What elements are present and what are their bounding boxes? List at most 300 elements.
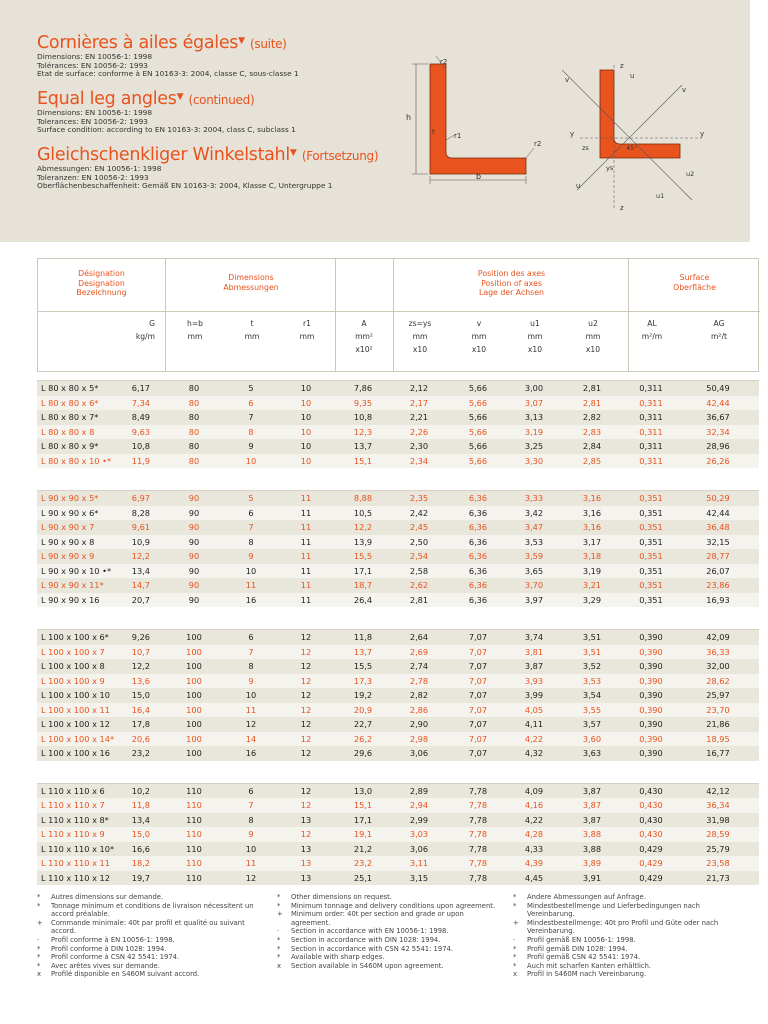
footnote-marker: · (513, 935, 516, 944)
group-surface (629, 273, 760, 292)
cell-designation: L 100 x 100 x 7 (41, 646, 105, 657)
table-row (37, 784, 759, 799)
footnote (37, 936, 262, 945)
cell-designation: L 90 x 90 x 16 (41, 594, 100, 605)
cell-value: 22,7 (353, 719, 373, 729)
cell-value: 9,61 (131, 522, 150, 532)
cell-value: 13,9 (353, 536, 373, 547)
cell-value: 7,07 (468, 690, 488, 700)
cell-value: 11 (300, 580, 312, 590)
footnote (37, 953, 262, 962)
triangle-icon: ▼ (176, 92, 184, 102)
cell-value: 12 (300, 646, 312, 657)
footnote-text: Profil conforme à CSN 42 5541: 1974. (51, 953, 180, 962)
cell-value: 100 (186, 719, 202, 729)
cell-value: 2,84 (582, 441, 602, 451)
table-row (37, 674, 759, 689)
cell-value: 5,66 (468, 455, 488, 466)
cell-value: 0,430 (639, 785, 663, 796)
col-header-3 (277, 317, 337, 343)
cell-value: 2,35 (409, 493, 429, 503)
cell-value: 3,11 (409, 858, 429, 868)
cell-value: 3,17 (582, 536, 602, 547)
cell-value: 2,62 (409, 580, 429, 590)
footnote (37, 970, 262, 979)
cell-value: 3,30 (524, 455, 544, 466)
header-panel (0, 0, 750, 242)
col-exp: x10 (471, 345, 487, 354)
cell-value: 13,4 (131, 814, 150, 825)
angle-section-diagram (398, 52, 568, 187)
cell-value: 12 (300, 785, 312, 796)
cell-value: 4,09 (524, 785, 544, 796)
cell-value: 7 (248, 800, 254, 810)
cell-value: 13,7 (353, 441, 373, 451)
meta-de (37, 165, 378, 191)
angle-table (37, 258, 759, 885)
cell-value: 3,19 (524, 426, 544, 437)
label-r2-top: r2 (440, 58, 448, 66)
block-gap (37, 468, 759, 490)
cell-value: 0,351 (639, 522, 663, 532)
col-sym: v (476, 319, 482, 328)
cell-value: 2,42 (409, 507, 429, 518)
axes-diagram (562, 60, 722, 220)
cell-value: 100 (186, 632, 202, 642)
cell-value: 7,78 (468, 785, 488, 796)
cell-value: 2,17 (409, 397, 429, 408)
footnote (513, 945, 738, 954)
cell-value: 3,99 (524, 690, 544, 700)
cell-designation: L 90 x 90 x 5* (41, 493, 99, 503)
label-ys: ys (606, 164, 614, 172)
table-row (37, 425, 759, 440)
cell-value: 12 (245, 719, 257, 729)
cell-value: 25,97 (706, 690, 730, 700)
cell-value: 11 (300, 493, 312, 503)
footnote-text: Andere Abmessungen auf Anfrage. (527, 893, 646, 901)
cell-value: 11,8 (353, 632, 373, 642)
label-u-top: u (630, 72, 635, 80)
cell-value: 3,51 (582, 646, 602, 657)
table-row (37, 827, 759, 842)
cell-value: 6 (248, 785, 254, 796)
cell-value: 0,351 (639, 565, 663, 576)
cell-value: 32,34 (706, 426, 730, 437)
cell-value: 15,1 (353, 800, 373, 810)
cell-value: 25,1 (353, 872, 373, 883)
cell-value: 6,36 (468, 493, 488, 503)
cell-value: 15,5 (353, 551, 373, 561)
cell-value: 23,86 (706, 580, 730, 590)
cell-designation: L 100 x 100 x 16 (41, 748, 110, 758)
label-v-top: v (565, 76, 570, 84)
cell-value: 2,54 (409, 551, 429, 561)
table-row (37, 439, 759, 454)
table-row (37, 659, 759, 674)
meta-line: Tolerances: EN 10056-2: 1993 (37, 116, 149, 126)
col-sym: u2 (588, 319, 598, 328)
block-gap (37, 761, 759, 783)
cell-value: 11,8 (131, 800, 150, 810)
footnote (513, 962, 738, 971)
footnote-text: Other dimensions on request. (291, 893, 392, 901)
title-fr (37, 33, 299, 79)
table-block (37, 629, 759, 761)
group-axes (394, 269, 629, 298)
col-unit: kg/m (135, 332, 155, 341)
cell-value: 3,07 (524, 397, 544, 408)
cell-value: 0,351 (639, 594, 663, 605)
cell-value: 10 (245, 690, 257, 700)
col-exp: x10 (527, 345, 543, 354)
cell-value: 10 (245, 455, 257, 466)
group-designation (38, 269, 165, 298)
cell-value: 0,390 (639, 646, 663, 657)
cell-value: 7,07 (468, 719, 488, 729)
cell-value: 3,87 (524, 661, 544, 671)
cell-value: 7,07 (468, 632, 488, 642)
footnote (277, 953, 502, 962)
group-label: Designation (78, 278, 125, 288)
cell-value: 3,33 (524, 493, 544, 503)
footnote-text: Profilé disponible en S460M suivant accord. (51, 970, 200, 979)
cell-value: 10 (300, 455, 312, 466)
cell-value: 90 (188, 551, 200, 561)
cell-designation: L 90 x 90 x 7 (41, 522, 95, 532)
cell-value: 80 (188, 426, 200, 437)
cell-value: 100 (186, 646, 202, 657)
footnote-marker: * (513, 901, 517, 910)
cell-value: 6,36 (468, 565, 488, 576)
angle-profile-shape (430, 64, 526, 174)
title-de-suffix: (Fortsetzung) (301, 149, 379, 163)
cell-value: 10 (300, 397, 312, 408)
label-u2: u2 (686, 170, 695, 178)
footnotes-en (277, 893, 502, 970)
meta-line: Dimensions: EN 10056-1: 1998 (37, 52, 153, 61)
triangle-icon: ▼ (289, 148, 297, 158)
label-v-right: v (682, 86, 687, 94)
footnote-marker: * (37, 893, 41, 901)
cell-value: 11 (245, 704, 257, 715)
cell-value: 2,21 (409, 412, 429, 422)
header-divider (38, 311, 165, 312)
cell-designation: L 90 x 90 x 8 (41, 536, 95, 547)
table-row (37, 396, 759, 411)
footnote (37, 893, 262, 902)
cell-value: 21,73 (706, 872, 730, 883)
cell-designation: L 90 x 90 x 9 (41, 551, 95, 561)
cell-value: 3,16 (582, 507, 602, 518)
cell-value: 13 (300, 843, 312, 854)
cell-value: 3,81 (524, 646, 544, 657)
cell-designation: L 90 x 90 x 10 •* (41, 565, 112, 576)
footnote-marker: x (37, 970, 42, 979)
col-unit: mm (585, 332, 601, 341)
cell-value: 13 (300, 872, 312, 883)
cell-value: 0,351 (639, 580, 663, 590)
cell-value: 90 (188, 493, 200, 503)
cell-value: 9,63 (131, 426, 150, 437)
cell-value: 12 (300, 704, 312, 715)
cell-value: 7,78 (468, 829, 488, 839)
cell-value: 0,390 (639, 661, 663, 671)
cell-value: 2,85 (582, 455, 602, 466)
cell-designation: L 100 x 100 x 12 (41, 719, 110, 729)
footnote (277, 936, 502, 945)
footnote-text: Profil gemäß EN 10056-1: 1998. (527, 935, 636, 944)
cell-value: 10,8 (131, 441, 150, 451)
cell-value: 80 (188, 412, 200, 422)
cell-value: 4,16 (524, 800, 544, 810)
footnote-text: Section available in S460M upon agreement. (291, 961, 444, 970)
cell-value: 3,53 (582, 675, 602, 686)
cell-value: 3,55 (582, 704, 602, 715)
col-unit: mm (299, 332, 315, 341)
cell-value: 110 (186, 800, 202, 810)
cell-value: 21,86 (706, 719, 730, 729)
header-divider (394, 311, 629, 312)
cell-value: 18,7 (353, 580, 373, 590)
cell-value: 2,81 (582, 383, 602, 393)
cell-value: 3,29 (582, 594, 602, 605)
cell-value: 6,17 (131, 383, 150, 393)
cell-value: 7,07 (468, 704, 488, 715)
header-divider (166, 311, 336, 312)
cell-value: 80 (188, 455, 200, 466)
cell-value: 19,1 (353, 829, 373, 839)
cell-value: 7 (248, 646, 254, 657)
meta-line: Abmessungen: EN 10056-1: 1998 (37, 164, 162, 173)
cell-value: 7,07 (468, 748, 488, 758)
cell-value: 17,8 (131, 719, 150, 729)
cell-value: 12 (300, 719, 312, 729)
label-r1: r1 (454, 132, 462, 140)
table-row (37, 564, 759, 579)
cell-value: 9 (248, 675, 254, 686)
cell-value: 7,07 (468, 675, 488, 686)
cell-value: 2,81 (582, 397, 602, 408)
cell-value: 0,390 (639, 733, 663, 744)
footnote-text: Profil in S460M nach Vereinbarung. (527, 970, 647, 979)
group-label: Position of axes (481, 278, 542, 288)
cell-value: 14,7 (131, 580, 150, 590)
footnote (513, 953, 738, 962)
cell-value: 2,98 (409, 733, 429, 744)
cell-value: 32,00 (706, 661, 730, 671)
cell-value: 3,18 (582, 551, 602, 561)
col-sym: r1 (303, 319, 311, 328)
cell-value: 3,91 (582, 872, 602, 883)
cell-designation: L 110 x 110 x 7 (41, 800, 105, 810)
cell-value: 3,97 (524, 594, 544, 605)
label-t: t (432, 128, 435, 136)
cell-value: 20,6 (131, 733, 150, 744)
footnote (277, 945, 502, 954)
cell-value: 3,16 (582, 522, 602, 532)
group-label: Abmessungen (223, 282, 279, 292)
footnote-text: Profil gemäß DIN 1028: 1994. (527, 944, 628, 953)
cell-value: 3,25 (524, 441, 544, 451)
table-row (37, 703, 759, 718)
cell-value: 100 (186, 704, 202, 715)
cell-value: 11 (300, 565, 312, 576)
cell-value: 36,67 (706, 412, 730, 422)
axis-v (562, 70, 695, 200)
title-de (37, 145, 378, 191)
label-b: b (476, 172, 482, 181)
footnote-text: Profil gemäß CSN 42 5541: 1974. (527, 953, 641, 962)
cell-value: 4,22 (524, 733, 544, 744)
footnote (277, 927, 502, 936)
col-unit: mm (527, 332, 543, 341)
cell-value: 9,35 (353, 397, 373, 408)
cell-value: 8 (248, 426, 254, 437)
cell-value: 4,05 (524, 704, 544, 715)
cell-value: 3,42 (524, 507, 544, 518)
col-header-9 (622, 317, 682, 343)
cell-value: 9 (248, 441, 254, 451)
table-block (37, 490, 759, 607)
col-exp: x10 (412, 345, 428, 354)
cell-value: 3,15 (409, 872, 429, 883)
col-unit: mm (187, 332, 203, 341)
cell-designation: L 80 x 80 x 8 (41, 426, 95, 437)
cell-value: 36,34 (706, 800, 730, 810)
cell-value: 17,1 (353, 814, 373, 825)
cell-value: 15,1 (353, 455, 373, 466)
cell-value: 6 (248, 632, 254, 642)
cell-value: 32,15 (706, 536, 730, 547)
table-row (37, 732, 759, 747)
cell-value: 11 (300, 594, 312, 605)
cell-value: 110 (186, 843, 202, 854)
footnote-text: Section in accordance with DIN 1028: 1994. (291, 935, 441, 944)
block-gap (37, 607, 759, 629)
label-z-bottom: z (620, 204, 624, 212)
cell-value: 0,311 (639, 426, 663, 437)
cell-designation: L 90 x 90 x 11* (41, 580, 104, 590)
col-unit: mm (471, 332, 487, 341)
cell-value: 6 (248, 397, 254, 408)
cell-value: 3,06 (409, 748, 429, 758)
cell-value: 23,58 (706, 858, 730, 868)
cell-value: 10,2 (131, 785, 150, 796)
cell-value: 100 (186, 690, 202, 700)
cell-value: 3,89 (582, 858, 602, 868)
cell-value: 0,390 (639, 690, 663, 700)
footnote-marker: + (277, 910, 283, 919)
footnote-marker: * (277, 901, 281, 910)
footnote-marker: * (37, 961, 41, 970)
cell-value: 5,66 (468, 441, 488, 451)
cell-value: 23,70 (706, 704, 730, 715)
cell-designation: L 110 x 110 x 11 (41, 858, 110, 868)
col-header-1 (165, 317, 225, 343)
col-sym: t (250, 319, 254, 328)
meta-line: Etat de surface: conforme à EN 10163-3: 2004, classe C, sous-classe 1 (37, 69, 299, 79)
cell-value: 110 (186, 814, 202, 825)
cell-value: 7 (248, 522, 254, 532)
cell-value: 0,430 (639, 800, 663, 810)
cell-value: 90 (188, 594, 200, 605)
cell-value: 2,90 (409, 719, 429, 729)
cell-value: 0,351 (639, 493, 663, 503)
cell-value: 12 (245, 872, 257, 883)
cell-value: 10 (245, 843, 257, 854)
cell-value: 19,7 (131, 872, 150, 883)
col-header-4 (334, 317, 394, 356)
cell-designation: L 110 x 110 x 10* (41, 843, 115, 854)
triangle-icon: ▼ (238, 36, 245, 46)
cell-value: 3,47 (524, 522, 544, 532)
label-h: h (406, 113, 412, 122)
footnote (513, 936, 738, 945)
cell-value: 16 (245, 748, 257, 758)
cell-value: 90 (188, 536, 200, 547)
header-designation (38, 259, 165, 371)
label-y-left: y (570, 130, 575, 138)
cell-value: 90 (188, 522, 200, 532)
label-u1: u1 (656, 192, 665, 200)
group-label: Oberfläche (673, 282, 716, 292)
cell-value: 7,78 (468, 858, 488, 868)
col-header-8 (563, 317, 623, 356)
footnote-text: Autres dimensions sur demande. (51, 893, 164, 901)
group-label: Bezeichnung (76, 288, 127, 297)
cell-value: 25,79 (706, 843, 730, 854)
cell-value: 100 (186, 748, 202, 758)
footnote (513, 970, 738, 979)
cell-value: 3,87 (582, 814, 602, 825)
cell-value: 2,58 (409, 565, 429, 576)
cell-value: 6,36 (468, 594, 488, 605)
cell-value: 3,87 (582, 800, 602, 810)
footnote-text: Mindestbestellmenge: 40t pro Profil und Güte oder nach Vereinbarung. (527, 918, 719, 936)
cell-value: 7,07 (468, 661, 488, 671)
cell-value: 5 (248, 383, 254, 393)
cell-value: 0,430 (639, 829, 663, 839)
cell-value: 0,429 (639, 858, 663, 868)
col-sym: AL (647, 319, 657, 328)
cell-value: 13 (300, 814, 312, 825)
table-row (37, 491, 759, 506)
footnote-marker: * (277, 893, 281, 901)
cell-value: 4,39 (524, 858, 544, 868)
cell-value: 3,87 (582, 785, 602, 796)
col-sym: zs=ys (408, 319, 432, 328)
cell-value: 3,70 (524, 580, 544, 590)
col-unit: mm (244, 332, 260, 341)
cell-value: 21,2 (353, 843, 373, 854)
cell-value: 50,49 (706, 383, 730, 393)
cell-value: 16 (245, 594, 257, 605)
cell-value: 4,32 (524, 748, 544, 758)
meta-line: Tolérances: EN 10056-2: 1993 (37, 60, 149, 70)
footnote-text: Commande minimale: 40t par profil et qualité ou suivant accord. (51, 918, 245, 936)
cell-value: 6,36 (468, 507, 488, 518)
cell-value: 36,48 (706, 522, 730, 532)
cell-value: 11 (300, 522, 312, 532)
cell-value: 6,36 (468, 580, 488, 590)
leader-line (526, 148, 534, 158)
cell-value: 90 (188, 580, 200, 590)
footnote-marker: * (513, 893, 517, 901)
cell-value: 0,390 (639, 704, 663, 715)
cell-value: 6,36 (468, 536, 488, 547)
cell-value: 100 (186, 733, 202, 744)
